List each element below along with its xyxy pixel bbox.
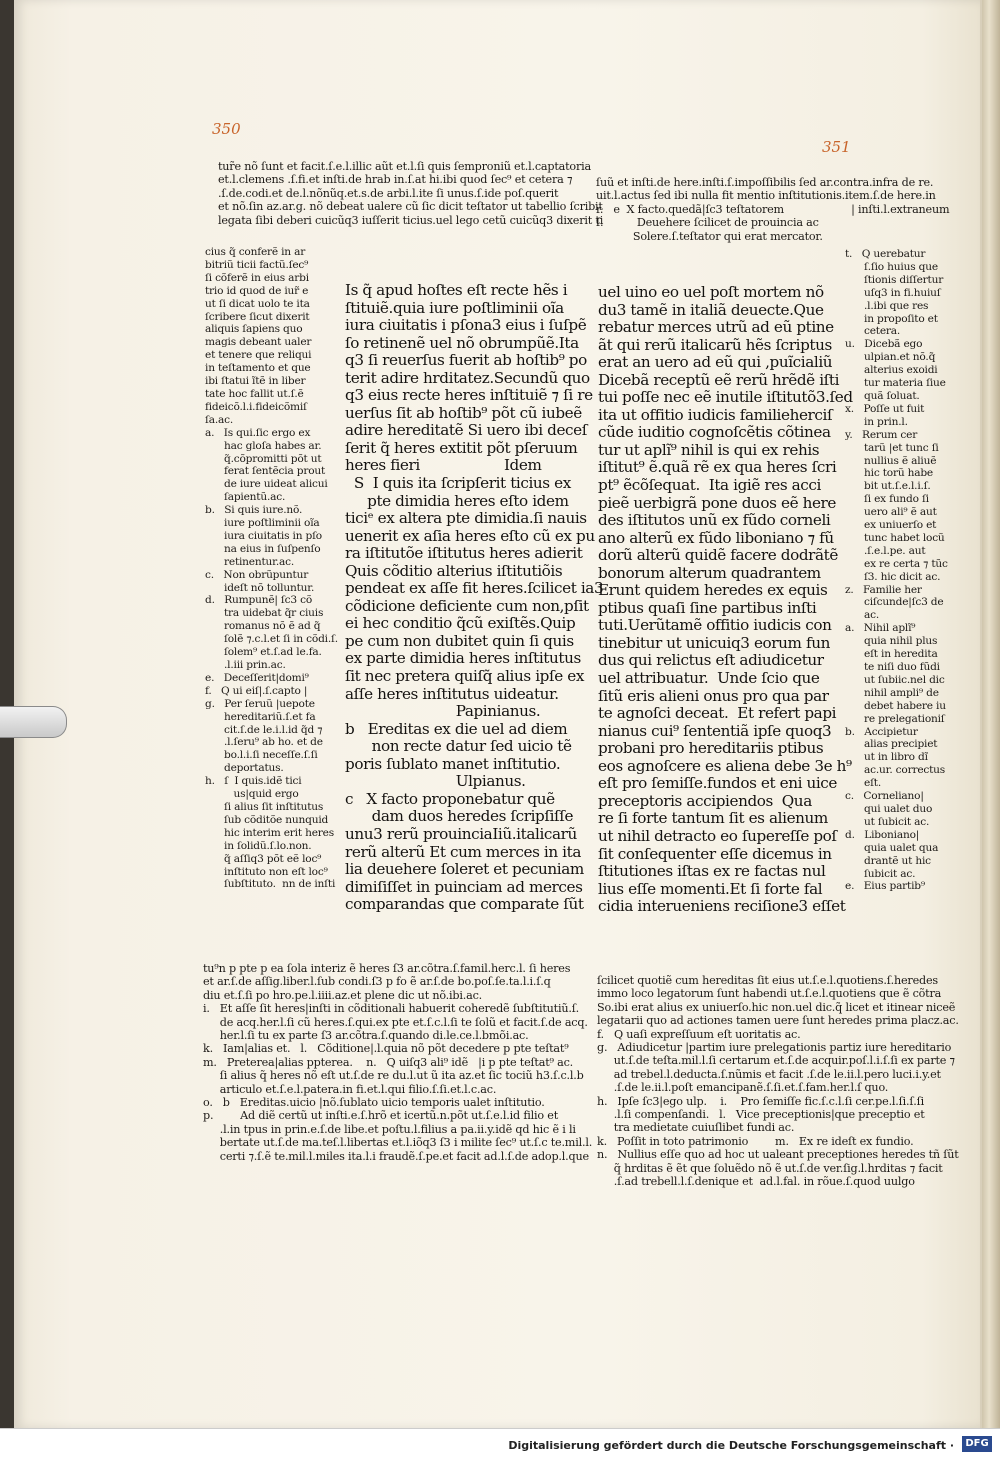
gloss-left-column: cius q̃ conferẽ in ar bitriũ ticii factũ.ſec⁹ ſi cõferẽ in eius arbi trio id quod de iur̃ e ut ſi dicat uolo te ita ſcribere ſicut dixerit aliquis ſapiens quo magis debeant ualer et tenere que reliqui in teſtamento et que ibi ſtatui ĩtẽ in liber tate hoc fallit ut.ſ.ẽ fideicõ.l.i.fideicõmiſ ſa.ac. a. Is qui.ſic ergo ex hac gloſa habes ar. q̃.cõpromitti põt ut ferat ſentẽcia prout de iure uideat alicui ſapientũ.ac. b. Si quis iure.nõ. iure poſtliminii oĩa iura ciuitatis in pſo na eius in ſuſpenſo retinentur.ac. c. Non obrũpuntur ideſt nõ tolluntur. d. Rumpunẽ| ſc3 cõ tra uidebat q̃r ciuis romanus nõ ẽ ad q̃ ſolẽ ⁊.c.l.et ſi in cõdi.ſ. ſolem⁹ et.ſ.ad le.fa. .l.iii prin.ac. e. Deceſſerit|domi⁹ f. Q ui eiſ|.ſ.capto | g. Per ſeruũ |uepote hereditariũ.ſ.et fa cit.ſ.de le.i.l.id q̃d ⁊ .l.ſeru⁹ ab ho. et de bo.l.i.ſi neceſſe.ſ.ſi deportatus. h. ſ I quis.idẽ tici us|quid ergo ſi alius ſit inſtitutus ſub cõditõe nunquid hic interim erit heres in ſolidũ.ſ.lo.non. q̃ aſſiq3 põt eẽ loc⁹ inſtituto non eſt loc⁹ ſubſtituto. nn de inſti (205, 246, 338, 891)
funding-credit: Digitalisierung gefördert durch die Deutsche Forschungsgemeinschaft · (508, 1439, 954, 1452)
folio-number-left: 350 (212, 120, 241, 138)
gloss-bottom-left: tu⁹n p pte p ea ſola interiz ẽ heres ſ3 ar.cõtra.ſ.famil.herc.l. ſi heres et ar.ſ.de aſſig.liber.l.ſub condi.ſ3 p fo ẽ ar.ſ.de bo.poſ.ſe.ta.l.i.ſ.q diu et.ſ.ſi po hro.pe.l.iiii.az.et plene dic ut nõ.ibi.ac. i. Et aſſe ſit heres|inſti in cõditionali habuerit coheredẽ ſubſtitutiũ.ſ. de acq.her.l.ſi cũ heres.ſ.qui.ex pte et.ſ.c.l.ſi te ſolũ et facit.ſ.de acq. her.l.ſi tu ex parte ſ3 ar.cõtra.ſ.quando di.le.ce.l.bmõi.ac. k. Iam|alias et. l. Cõditione|.l.quia nõ põt decedere p pte teſtat⁹ m. Preterea|alias ppterea. n. Q uiſq3 ali⁹ idẽ |i p pte teſtat⁹ ac. ſi alius q̃ heres nõ eſt ut.ſ.de re du.l.ut ũ ita az.et ſic tociũ h3.ſ.c.l.b articulo et.ſ.e.l.patera.in fi.et.l.qui filio.ſ.ſi.et.l.c.ac. o. b Ereditas.uicio |nõ.ſublato uicio temporis ualet inſtitutio. p. Ad diẽ certũ ut inſti.e.ſ.hrõ et icertũ.n.põt ut.ſ.e.l.id filio et .l.in tpus in prin.e.ſ.de libe.et poſtu.l.filius a pa.ii.y.idẽ qd hic ẽ i li bertate ut.ſ.de ma.teſ.l.libertas et.l.iõq3 ſ3 i milite ſec⁹ ut.ſ.c te.mil.l. certi ⁊.ſ.ẽ te.mil.l.miles ita.l.i fraudẽ.ſ.pe.et facit ad.l.ſ.de adop.l.que (203, 962, 593, 1163)
page-clip (0, 706, 67, 738)
gloss-bottom-right: ſcilicet quotiẽ cum hereditas ſit eius ut.ſ.e.l.quotiens.ſ.heredes immo loco legatorum ſunt habendi ut.ſ.e.l.quotiens que ẽ cõtra So.ibi erat alius ex uniuerſo.hic non.uel dic.q̃ licet et itinear niceẽ legatarii quo ad actiones tamen uere ſunt heredes prima placz.ac. f. Q uaſi expreſſuum eſt uoritatis ac. g. Adiudicetur |partim iure prelegationis partiz iure hereditario ut.ſ.de teſta.mil.l.ſi certarum et.ſ.de acquir.poſ.l.i.ſ.ſi ex parte ⁊ ad trebel.l.deducta.ſ.nũmis et facit .ſ.de le.ii.l.pero luci.i.y.et .ſ.de le.ii.l.poſt emancipanẽ.ſ.ſi.et.ſ.fam.her.l.ſ quo. h. Ipſe ſc3|ego ulp. i. Pro ſemiſſe fic.ſ.c.l.ſi cer.pe.l.ſi.ſ.ſi .l.ſi compenſandi. l. Vice preceptionis|que preceptio et tra medietate cuiuſlibet fundi ac. k. Poſſit in toto patrimonio m. Ex re ideſt ex fundio. n. Nullius eſſe quo ad hoc ut ualeant preceptiones heredes tñ ſũt q̃ hrditas ẽ ẽt que ſoluẽdo nõ ẽ ut.ſ.de ver.ſig.l.hrditas ⁊ facit .ſ.ad trebell.l.ſ.denique et ad.l.fal. in rõue.ſ.quod uulgo (597, 974, 959, 1189)
folio-number-right: 351 (822, 138, 851, 156)
gloss-right-column: t. Q uerebatur ſ.ſio huius que ſtionis diſſertur uſq3 in fi.huiuſ .l.ibi que res in propoſito et cetera. u. Dicebã ego ulpian.et nõ.q̃ alterius exoidi tur materia ſiue quã ſoluat. x. Poſſe ut fuit in prin.l. y. Rerum cer tarũ |et tunc ſi nullius ẽ aliuẽ hic torũ habe bit ut.ſ.e.l.i.ſ. ſi ex fundo ſi uero ali⁹ ẽ aut ex uniuerſo et tunc habet locũ .ſ.e.l.pe. aut ex re certa ⁊ tũc ſ3. hic dicit ac. z. Familie her ciſcunde|ſc3 de ac. a. Nihil aplĩ⁹ quia nihil plus eſt in heredita te niſi duo fũdi ut ſubiic.nel dic nihil ampli⁹ de debet habere iu re prelegationiſ b. Accipietur alias precipiet ut in libro dĩ ac.ur. correctus eſt. c. Corneliano| qui ualet duo ut ſubicit ac. d. Liboniano| quia ualet qua drantẽ ut hic ſubicit ac. e. Eius partib⁹ (845, 248, 948, 893)
gloss-top-left: tur̃e nõ ſunt et facit.ſ.e.l.illic aũt et.l.ſi quis ſemproniũ et.l.captatoria et.l.clemens .ſ.fi.et inſti.de hrab in.ſ.at hi.ibi quod ſec⁹ et cetera ⁊ .ſ.de.codi.et de.l.nõnũq.et.s.de arbi.l.ite ſi unus.ſ.ide poſ.querit et nõ.ſin az.ar.g. nõ debeat ualere cũ ſic dicit teſtator ut tabellio ſcribit legata ſibi deberi cuicũq3 iuſſerit ticius.uel lego cetũ cuicũq3 dixerit ti (218, 160, 604, 227)
book-edge (982, 0, 1000, 1428)
dfg-logo: DFG (962, 1436, 992, 1452)
main-text-left-column: Is q̃ apud hoſtes eſt recte hẽs i ſtituiẽ.quia iure poſtliminii oĩa iura ciuitatis i pſona3 eius i ſuſpẽ ſo retinenẽ uel nõ obrumpũẽ.Ita q3 ſi reuerſus fuerit ab hoſtib⁹ po terit adire hrditatez.Secundũ quo q3 eius recte heres inſtituiẽ ⁊ ſi re uerſus ſit ab hoſtib⁹ põt cũ iubeẽ adire hereditatẽ Si uero ibi deceſ ſerit q̃ heres extitit põt pſeruum heres fieri Idem S I quis ita ſcripſerit ticius ex pte dimidia heres eſto idem ticiᵉ ex altera pte dimidia.ſi nauis uenerit ex aſia heres eſto cũ ex pu ra iſtitutõe iſtitutus heres adierit Quis cõditio alterius iſtitutiõis pendeat ex aſſe fit heres.ſcilicet ia3 cõdicione deficiente cum non,pſit ei hec conditio q̃cũ exiſtẽs.Quip pe cum non dubitet quin ſi quis ex parte dimidia heres inſtitutus ſit nec pretera quiſq̃ alius ipſe ex aſſe heres inſtitutus uideatur. Papinianus. b Ereditas ex die uel ad diem non recte datur ſed uicio tẽ poris ſublato manet inſtitutio. Ulpianus. c X facto proponebatur quẽ dam duos heredes ſcripſiſſe unu3 rerũ prouinciaIiũ.italicarũ rerũ alterũ Et cum merces in ita lia deuehere ſoleret et pecuniam dimiſiſſet in puinciam ad merces comparandas que comparate ſũt (345, 281, 604, 914)
main-text-right-column: uel uino eo uel poſt mortem nõ du3 tamẽ in italiã deuecte.Que rebatur merces utrũ ad eũ ptine ãt qui rerũ italicarũ hẽs ſcriptus erat an uero ad eũ qui ,puĩcialiũ Dicebã receptũ eẽ rerũ hrẽdẽ iſti tui poſſe nec eẽ inutile iſtitutõ3.ſed ita ut offitio iudicis familieherciſ cũde iuditio cognoſcẽtis cõtinea tur ut aplĩ⁹ nihil is qui ex rehis iſtitut⁹ ẽ.quã rẽ ex qua heres ſcri pt⁹ ẽcõſequat. Ita igiẽ res acci pieẽ uerbigrã pone duos eẽ here des iſtitutos unũ ex fũdo corneli ano alterũ ex fũdo liboniano ⁊ fũ dorũ alterũ quidẽ facere dodrãtẽ bonorum alterum quadrantem Erunt quidem heredes ex equis ptibus quaſi ſine partibus inſti tuti.Uerũtamẽ offitio iudicis con tinebitur ut unicuiq3 eorum fun dus qui relictus eſt adiudicetur uel attribuatur. Unde ſcio que ſitũ eris alieni onus pro qua par te agnoſci deceat. Et refert papi nianus cui⁹ ſententiã ipſe quoq3 probani pro hereditariis ptibus eos agnoſcere es aliena debe 3e h⁹ eſt pro ſemiſſe.fundos et eni uice preceptoris accipiendos Qua re ſi forte tantum ſit es alienum ut nihil detracto eo ſupereſſe poſ ſit conſequenter eſſe dicemus in ſtitutiones iſtas ex re factas nul lius eſſe momenti.Et ſi forte fal cidia interueniens reciſione3 eſſet (598, 283, 853, 916)
gloss-top-right: ſuũ et inſti.de here.inſti.ſ.impoſſibilis ſed ar.contra.infra de re. uit.l.actus ſed ibi nulla fit mentio inſtitutionis.item.ſ.de here.in r. e X facto.quedã|ſc3 teſtatorem | inſti.l.extraneum ſ. Deuehere ſcilicet de prouincia ac Solere.ſ.teſtator qui erat mercator. (596, 176, 950, 243)
